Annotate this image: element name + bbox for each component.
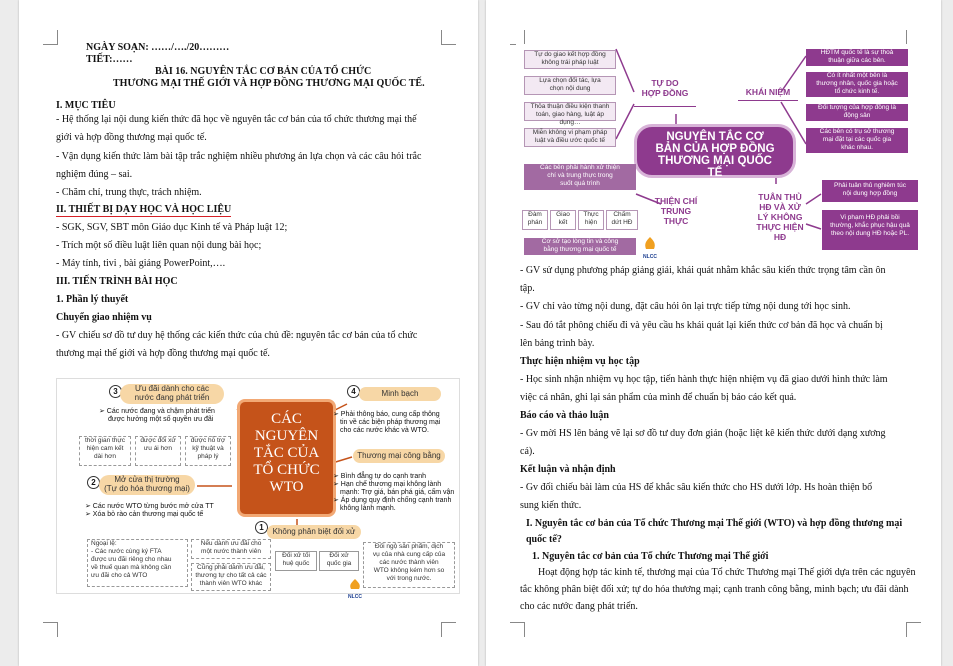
box-line: thành viên WTO khác <box>199 580 263 587</box>
preference-box <box>185 436 231 466</box>
condition-box <box>363 542 455 588</box>
box-line: tổ chức kinh tế. <box>834 88 880 95</box>
note-line: ➢ Phải thông báo, cung cấp thông <box>333 411 440 418</box>
box-line: Đàm <box>528 211 542 218</box>
box-line: Vi phạm HĐ phải bồi <box>840 214 900 221</box>
nlcc-logo <box>345 576 365 600</box>
principle-label: Mở cửa thị trường <box>114 475 180 484</box>
mindmap-center-node <box>634 124 796 178</box>
box-line: Đối xử tối <box>282 552 310 559</box>
center-title-line: TỔ CHỨC <box>253 462 320 478</box>
paragraph-line: - GV sử dụng phương pháp giảng giải, khái quát nhằm khắc sâu kiến thức trọng tâm cần ôn <box>520 265 886 276</box>
freedom-detail-box <box>524 128 616 147</box>
box-line: chí và trung thực trong <box>547 172 613 179</box>
subheading: Kết luận và nhận định <box>520 464 616 475</box>
node-line: THỰC <box>663 216 689 226</box>
node-line: HĐ <box>773 232 787 242</box>
note-line: mạnh: Trợ giá, bán phá giá, cấm vận <box>340 489 455 496</box>
paragraph-line: - Chăm chỉ, trung thực, trách nhiệm. <box>56 187 202 198</box>
box-line: ưu đãi cho cả WTO <box>91 572 148 579</box>
box-line: suốt quá trình <box>560 180 600 187</box>
center-line: THƯƠNG MẠI QUỐC <box>658 155 772 167</box>
principle-label: Ưu đãi dành cho các <box>135 384 209 393</box>
section-heading: I. Nguyên tắc cơ bản của Tổ chức Thương mại Thế giới (WTO) và hợp đồng thương mại <box>526 518 903 529</box>
crop-mark <box>510 30 525 45</box>
date-line: NGÀY SOẠN: ……/…./20……… <box>86 42 230 53</box>
crop-mark <box>441 622 456 637</box>
box-line: hiện cam kết <box>86 445 124 452</box>
subheading: 1. Nguyên tắc cơ bản của Tổ chức Thương mại Thế giới <box>532 551 769 562</box>
compliance-detail-box <box>822 180 918 202</box>
box-line: luật và điều ước quốc tế <box>534 137 606 144</box>
box-line: theo nội dung HĐ hoặc PL. <box>830 230 910 237</box>
freedom-detail-box <box>524 102 616 126</box>
node-line: TUÂN THỦ <box>758 192 802 202</box>
section-heading: I. MỤC TIÊU <box>56 100 116 111</box>
box-line: kết <box>558 219 568 226</box>
box-line: được ưu đãi riêng cho nhau <box>91 556 172 563</box>
box-line: Đối xử <box>329 552 349 559</box>
condition-box <box>191 563 271 591</box>
compliance-node <box>748 192 812 244</box>
logo-text: NLCC <box>348 594 362 600</box>
wto-principles-infographic <box>56 378 460 600</box>
concept-detail-box <box>806 72 908 97</box>
box-line: dứt HĐ <box>611 219 633 226</box>
box-line: Giao <box>556 211 570 218</box>
box-line: được đối xử <box>140 437 176 444</box>
stage-box <box>522 210 548 230</box>
good-faith-node <box>648 196 704 228</box>
node-line: HĐ VÀ XỬ <box>759 202 801 212</box>
box-line: khác nhau. <box>841 144 873 151</box>
note-line: ➢ Bình đẳng tự do cạnh tranh <box>333 473 427 480</box>
box-line: thuận giữa các bên. <box>828 57 886 64</box>
document-page-right <box>486 0 941 666</box>
note-line: tin về các biện pháp thương mại <box>340 419 441 426</box>
crop-mark <box>510 622 525 637</box>
paragraph-line: tập. <box>520 283 535 294</box>
crop-mark <box>441 30 456 45</box>
box-line: về thuế quan mà không cần <box>91 564 172 571</box>
node-line: TRUNG <box>660 206 692 216</box>
paragraph-line: cho các nước đang phát triển. <box>520 601 638 612</box>
center-title-line: WTO <box>269 479 304 495</box>
principle-number-badge: 4 <box>347 385 360 398</box>
box-line: kỹ thuật và <box>192 445 224 452</box>
note-line: cho các nước khác và WTO. <box>340 427 429 434</box>
paragraph-line: - Máy tính, tivi , bài giảng PowerPoint,…. <box>56 258 226 269</box>
note-line: ➢ Xóa bỏ rào cản thương mại quốc tế <box>85 511 204 518</box>
node-line: TỰ DO <box>651 78 679 88</box>
box-line: không trái pháp luật <box>541 59 599 66</box>
box-line: Lựa chọn đối tác, lựa <box>539 77 601 84</box>
paragraph-line: - GV chỉ vào từng nội dung, đặt câu hỏi ôn lại trực tiếp từng nội dung tới học sinh. <box>520 301 851 312</box>
flame-icon <box>640 237 660 249</box>
note-line: ➢ Các nước đang và chậm phát triển <box>99 408 215 415</box>
principle-note <box>333 473 454 513</box>
box-line: quốc gia <box>326 560 352 567</box>
box-line: ưu ái hơn <box>143 445 173 452</box>
paragraph-line: sung kiến thức. <box>520 500 582 511</box>
paragraph-line: thương mại thế giới và hợp đồng thương mại quốc tế. <box>56 348 270 359</box>
box-line: pháp lý <box>197 453 219 460</box>
concept-detail-box <box>806 104 908 121</box>
node-line: LÝ KHÔNG <box>757 212 803 222</box>
box-line: toán, giao hàng, luật áp dụng… <box>536 111 604 126</box>
box-line: mại đặt tại các quốc gia <box>822 136 892 143</box>
box-line: chọn nội dung <box>549 85 591 92</box>
paragraph-line: - GV chiếu sơ đồ tư duy hệ thống các kiến thức của chủ đề: nguyên tắc cơ bản của tổ chức <box>56 330 418 341</box>
box-line: - Các nước cùng ký FTA <box>91 548 162 555</box>
box-line: với trong nước. <box>386 575 432 582</box>
paragraph-line: - Hệ thống lại nội dung kiến thức đã học về nguyên tắc cơ bản của tổ chức thương mại thế <box>56 114 417 125</box>
note-line: ➢ Hạn chế thương mại không lành <box>333 481 442 488</box>
freedom-detail-box <box>524 50 616 69</box>
box-line: HĐTM quốc tế là sự thoả <box>820 49 894 56</box>
paragraph-line: - Gv mời HS lên bảng vẽ lại sơ đồ tư duy đơn giản (hoặc liệt kê kiến thức dưới dạng xương <box>520 428 886 439</box>
paragraph-line: - SGK, SGV, SBT môn Giáo dục Kinh tế và Pháp luật 12; <box>56 222 288 233</box>
box-line: huệ quốc <box>282 560 310 567</box>
principle-4-box: Minh bạch <box>359 387 441 401</box>
paragraph-line: nghiệm đúng – sai. <box>56 169 133 180</box>
note-line: không lành mạnh. <box>340 505 396 512</box>
box-line: các nước thành viên <box>379 559 439 566</box>
principle-note <box>333 411 440 435</box>
box-line: bằng thương mại quốc tế <box>543 246 617 253</box>
paragraph-line: giới và hợp đồng thương mại quốc tế. <box>56 132 207 143</box>
box-line: Ngoại lệ: <box>91 540 117 547</box>
paragraph-line: - Học sinh nhận nhiệm vụ học tập, tiến hành thực hiện nhiệm vụ đã giao dưới hình thức làm <box>520 374 888 385</box>
paragraph-line: Hoạt động hợp tác kinh tế, thương mại của Tổ chức Thương mại Thế giới dựa trên các nguyên <box>538 567 916 578</box>
box-line: Có ít nhất một bên là <box>826 72 888 79</box>
box-line: được hỗ trợ <box>190 437 226 444</box>
lesson-title-line1: BÀI 16. NGUYÊN TẮC CƠ BẢN CỦA TỔ CHỨC <box>155 66 372 77</box>
subheading: Thực hiện nhiệm vụ học tập <box>520 356 640 367</box>
paragraph-line: - Trích một số điều luật liên quan nội dung bài học; <box>56 240 262 251</box>
stage-box <box>606 210 638 230</box>
note-line: ➢ Các nước WTO từng bước mở cửa TT <box>85 503 214 510</box>
fair-trade-box: Thương mại công bằng <box>353 449 445 463</box>
principle-1-box: Không phân biệt đối xử <box>267 525 361 539</box>
paragraph-line: lên bảng trình bày. <box>520 338 595 349</box>
box-line: phán <box>527 219 543 226</box>
note-line: được hưởng một số quyền ưu đãi <box>108 416 214 423</box>
contract-principles-mindmap <box>516 44 926 258</box>
principle-number-badge: 3 <box>109 385 122 398</box>
box-line: Cũng phải dành ưu đãi, <box>197 564 265 571</box>
treatment-box <box>275 551 317 571</box>
center-line: NGUYÊN TẮC CƠ <box>666 131 764 143</box>
box-line: thương nhân, quốc gia hoặc <box>816 80 898 87</box>
box-line: Thỏa thuận điều kiện thanh <box>530 103 610 110</box>
exception-note-box <box>87 539 188 587</box>
principle-2-box <box>99 475 195 495</box>
box-line: thương tự cho tất cả các <box>195 572 267 579</box>
center-line: TẾ <box>707 167 723 179</box>
freedom-detail-box <box>524 76 616 95</box>
box-line: Đối tượng của hợp đồng là <box>818 104 896 111</box>
crop-mark <box>906 30 921 45</box>
lesson-title-line2: THƯƠNG MẠI THẾ GIỚI VÀ HỢP ĐỒNG THƯƠNG MẠI QUỐC TẾ. <box>113 78 425 89</box>
principle-note <box>85 503 214 519</box>
box-line: dài hơn <box>94 453 116 460</box>
note-line: ➢ Áp dụng quy định chống cạnh tranh <box>333 497 452 504</box>
preference-box <box>79 436 131 466</box>
flame-icon <box>345 579 365 589</box>
box-line: thường, khắc phục hậu quả <box>830 222 910 229</box>
section-heading: quốc tế? <box>526 534 562 545</box>
paragraph-line: việc cá nhân, ghi lại sản phẩm của mình để chuẩn bị báo cáo kết quả. <box>520 392 797 403</box>
box-line: vụ của nhà cung cấp của <box>372 551 446 558</box>
box-line: động sản <box>843 112 871 119</box>
stage-box <box>550 210 576 230</box>
preference-box <box>135 436 181 466</box>
paragraph-line: - Gv đối chiếu bài làm của HS để khắc sâu kiến thức cho HS dưới lớp. Hs hoàn thiện bổ <box>520 482 873 493</box>
paragraph-line: tắc không phân biệt đối xử; tự do hóa thương mại; cạnh tranh công bằng, minh bạch; ưu đãi dành <box>520 584 909 595</box>
box-line: Phải tuân thủ nghiêm túc <box>834 182 906 189</box>
section-heading: II. THIẾT BỊ DẠY HỌC VÀ HỌC LIỆU <box>56 204 232 215</box>
concept-node: KHÁI NIỆM <box>738 86 798 101</box>
principle-3-box <box>120 384 224 404</box>
nlcc-logo <box>640 236 660 260</box>
section-heading: III. TIẾN TRÌNH BÀI HỌC <box>56 276 178 287</box>
center-title-line: CÁC <box>271 411 302 427</box>
freedom-of-contract-node <box>634 78 696 107</box>
center-title-line: NGUYÊN <box>254 428 319 444</box>
principle-number-badge: 1 <box>255 521 268 534</box>
box-line: Thực <box>583 211 599 218</box>
box-line: Đối ngộ sản phẩm, dịch <box>374 543 444 550</box>
principle-number-badge: 2 <box>87 476 100 489</box>
box-line: Miễn không vi phạm pháp <box>532 129 608 136</box>
box-line: Các bên phải hành xử thiện <box>540 164 620 171</box>
good-faith-detail-box <box>524 238 636 255</box>
node-line: THỰC HIỆN <box>756 222 804 232</box>
box-line: nội dung hợp đồng <box>842 190 898 197</box>
box-line: một nước thành viên <box>201 548 261 555</box>
principle-note <box>99 408 215 424</box>
paragraph-line: - Sau đó tắt phông chiếu đi và yêu cầu hs khái quát lại kiến thức cơ bản đã học và chuẩn bị <box>520 320 883 331</box>
central-title-box <box>237 399 336 517</box>
box-line: Tự do giao kết hợp đồng <box>534 51 606 58</box>
paragraph-line: - Vận dụng kiến thức làm bài tập trắc nghiệm nhiều phương án lựa chọn và các câu hỏi trắc <box>56 151 422 162</box>
compliance-detail-box <box>822 210 918 250</box>
document-page-left <box>19 0 478 666</box>
concept-detail-box <box>806 128 908 153</box>
box-line: Các bên có trụ sở thương <box>819 128 895 135</box>
center-title-line: TẮC CỦA <box>253 445 320 461</box>
logo-text: NLCC <box>643 254 657 260</box>
subheading: 1. Phần lý thuyết <box>56 294 129 305</box>
subheading: Báo cáo và thảo luận <box>520 410 609 421</box>
condition-box <box>191 539 271 559</box>
box-line: Nếu dành ưu đãi cho <box>200 540 262 547</box>
box-line: thời gian thực <box>84 437 126 444</box>
concept-detail-box <box>806 49 908 66</box>
principle-label: (Tự do hóa thương mại) <box>104 484 190 493</box>
box-line: WTO không kém hơn so <box>373 567 445 574</box>
paragraph-line: cá). <box>520 446 535 457</box>
crop-mark <box>43 622 58 637</box>
principle-label: nước đang phát triển <box>134 393 210 402</box>
crop-mark <box>906 622 921 637</box>
node-line: HỢP ĐỒNG <box>641 88 689 98</box>
period-line: TIẾT:…… <box>86 54 133 65</box>
stage-box <box>578 210 604 230</box>
subheading: Chuyển giao nhiệm vụ <box>56 312 152 323</box>
center-line: BẢN CỦA HỢP ĐỒNG <box>655 143 775 155</box>
crop-mark <box>43 30 58 45</box>
treatment-box <box>319 551 359 571</box>
node-line: THIỆN CHÍ <box>654 196 698 206</box>
box-line: hiện <box>584 219 598 226</box>
good-faith-detail-box <box>524 164 636 190</box>
box-line: Cơ sở tạo lòng tin và công <box>541 238 619 245</box>
box-line: Chấm <box>613 211 631 218</box>
